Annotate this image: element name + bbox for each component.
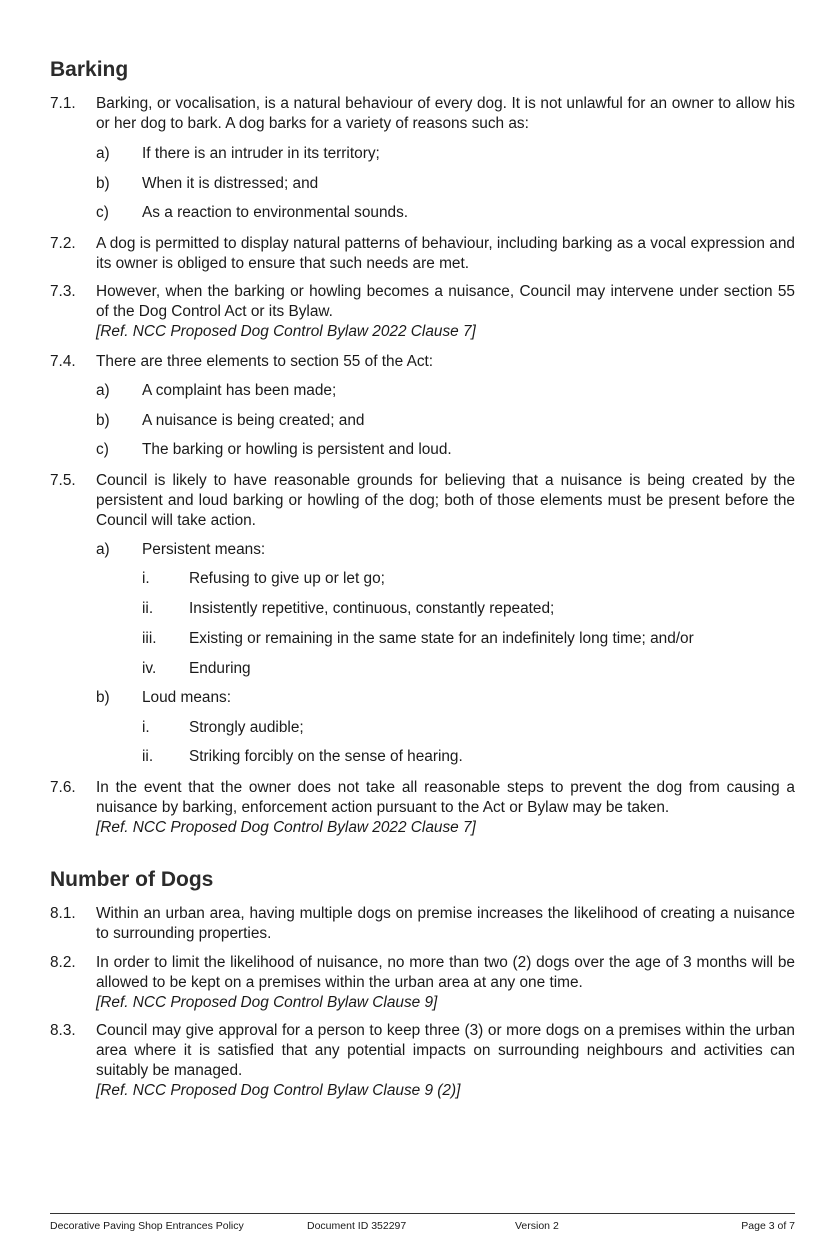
reference-note: [Ref. NCC Proposed Dog Control Bylaw 2022 Clause 7] bbox=[96, 819, 476, 836]
list-text: As a reaction to environmental sounds. bbox=[142, 204, 409, 221]
paragraph-7-4 bbox=[50, 352, 795, 372]
section-heading-number-of-dogs: Number of Dogs bbox=[50, 868, 214, 891]
list-label: b) bbox=[96, 412, 110, 429]
paragraph-number: 8.1. bbox=[50, 905, 76, 922]
list-text: A nuisance is being created; and bbox=[142, 412, 365, 429]
paragraph-text: Barking, or vocalisation, is a natural behaviour of every dog. It is not unlawful for an owner to allow his or her dog to bark. A dog barks for a variety of reasons such as: bbox=[96, 95, 795, 132]
paragraph-number: 7.3. bbox=[50, 283, 76, 300]
list-text: If there is an intruder in its territory; bbox=[142, 145, 380, 162]
list-text: Enduring bbox=[189, 660, 251, 677]
paragraph-text: Council may give approval for a person to keep three (3) or more dogs on a premises within the urban area where it is satisfied that any potential impacts on surrounding neighbours and activities can suitably be managed. bbox=[96, 1022, 795, 1079]
list-label: iv. bbox=[142, 660, 157, 677]
list-label: ii. bbox=[142, 600, 154, 617]
list-label: iii. bbox=[142, 630, 157, 647]
paragraph-number: 7.1. bbox=[50, 95, 76, 112]
paragraph-number: 8.2. bbox=[50, 954, 76, 971]
list-label: ii. bbox=[142, 748, 154, 765]
page-footer bbox=[50, 1213, 795, 1234]
paragraph-7-3 bbox=[50, 282, 795, 342]
paragraph-text: However, when the barking or howling becomes a nuisance, Council may intervene under section 55 of the Dog Control Act or its Bylaw. bbox=[96, 283, 795, 320]
paragraph-number: 7.2. bbox=[50, 235, 76, 252]
list-label: a) bbox=[96, 382, 110, 399]
list-label: b) bbox=[96, 689, 110, 706]
footer-title: Decorative Paving Shop Entrances Policy bbox=[50, 1220, 244, 1232]
list-text: Persistent means: bbox=[142, 541, 266, 558]
list-label: a) bbox=[96, 145, 110, 162]
list-label: c) bbox=[96, 441, 109, 458]
paragraph-text: A dog is permitted to display natural patterns of behaviour, including barking as a vocal expression and its owner is obliged to ensure that such needs are met. bbox=[96, 235, 795, 272]
paragraph-number: 7.6. bbox=[50, 779, 76, 796]
reference-note: [Ref. NCC Proposed Dog Control Bylaw Clause 9] bbox=[96, 994, 438, 1011]
paragraph-7-2 bbox=[50, 234, 795, 274]
list-text: Strongly audible; bbox=[189, 719, 304, 736]
paragraph-7-6 bbox=[50, 778, 795, 838]
footer-document-id: Document ID 352297 bbox=[307, 1220, 407, 1232]
list-text: A complaint has been made; bbox=[142, 382, 337, 399]
list-label: c) bbox=[96, 204, 109, 221]
reference-note: [Ref. NCC Proposed Dog Control Bylaw Clause 9 (2)] bbox=[96, 1082, 461, 1099]
paragraph-text: There are three elements to section 55 of the Act: bbox=[96, 353, 434, 370]
list-text: The barking or howling is persistent and loud. bbox=[142, 441, 452, 458]
footer-page-number: Page 3 of 7 bbox=[741, 1220, 795, 1232]
footer-version: Version 2 bbox=[515, 1220, 559, 1232]
paragraph-7-1 bbox=[50, 94, 795, 134]
paragraph-text: Council is likely to have reasonable grounds for believing that a nuisance is being created by the persistent and loud barking or howling of the dog; both of those elements must be present before the Council will take action. bbox=[96, 472, 795, 529]
reference-note: [Ref. NCC Proposed Dog Control Bylaw 2022 Clause 7] bbox=[96, 323, 476, 340]
list-text: Refusing to give up or let go; bbox=[189, 570, 385, 587]
list-text: When it is distressed; and bbox=[142, 175, 319, 192]
list-label: i. bbox=[142, 719, 150, 736]
paragraph-7-5 bbox=[50, 471, 795, 531]
paragraph-8-2 bbox=[50, 953, 795, 1013]
paragraph-number: 7.5. bbox=[50, 472, 76, 489]
paragraph-text: Within an urban area, having multiple dogs on premise increases the likelihood of creating a nuisance to surrounding properties. bbox=[96, 905, 795, 942]
paragraph-8-1 bbox=[50, 904, 795, 944]
list-label: a) bbox=[96, 541, 110, 558]
list-text: Loud means: bbox=[142, 689, 231, 706]
section-heading-barking: Barking bbox=[50, 58, 129, 81]
paragraph-8-3 bbox=[50, 1021, 795, 1101]
list-text: Existing or remaining in the same state for an indefinitely long time; and/or bbox=[189, 630, 694, 647]
list-text: Striking forcibly on the sense of hearing. bbox=[189, 748, 463, 765]
list-text: Insistently repetitive, continuous, constantly repeated; bbox=[189, 600, 555, 617]
list-label: b) bbox=[96, 175, 110, 192]
paragraph-text: In order to limit the likelihood of nuisance, no more than two (2) dogs over the age of 3 months will be allowed to be kept on a premises within the urban area at any one time. bbox=[96, 954, 795, 991]
list-label: i. bbox=[142, 570, 150, 587]
paragraph-text: In the event that the owner does not take all reasonable steps to prevent the dog from causing a nuisance by barking, enforcement action pursuant to the Act or Bylaw may be taken. bbox=[96, 779, 795, 816]
paragraph-number: 7.4. bbox=[50, 353, 76, 370]
paragraph-number: 8.3. bbox=[50, 1022, 76, 1039]
